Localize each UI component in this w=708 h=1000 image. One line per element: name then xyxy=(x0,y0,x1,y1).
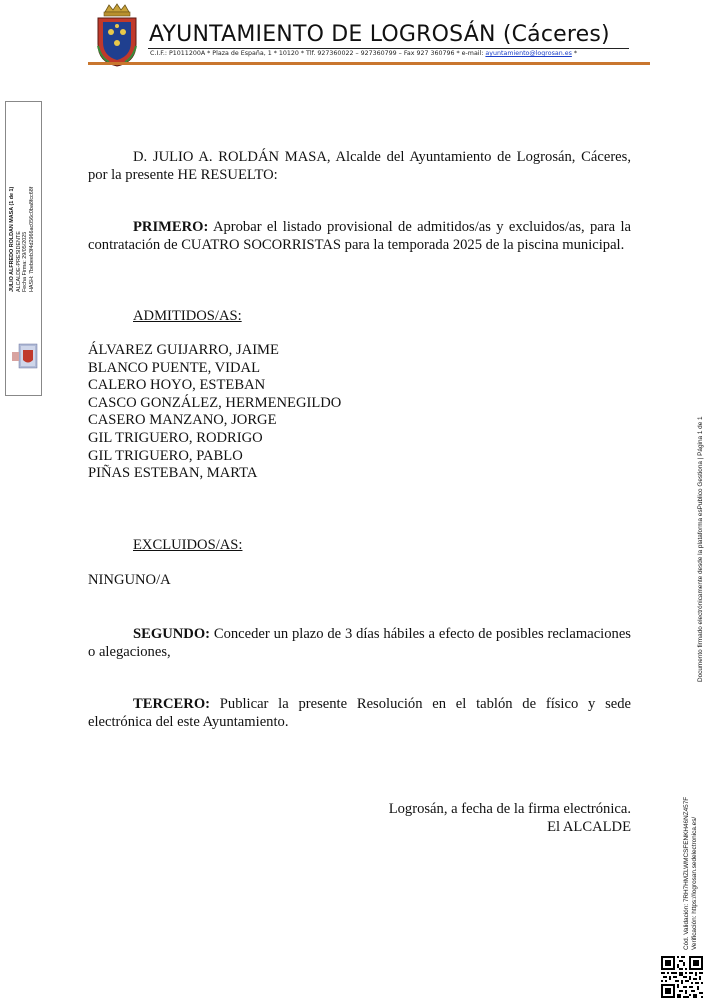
excluidos-value: NINGUNO/A xyxy=(88,572,171,588)
header-contact-text: C.I.F.: P1011200A * Plaza de España, 1 * 10120 * Tlf. 927360022 – 927360799 – Fax 927 360796 * e-mail: xyxy=(150,50,486,57)
closing-place-date: Logrosán, a fecha de la firma electrónica. xyxy=(388,801,631,817)
intro-paragraph xyxy=(88,149,631,184)
header-title: AYUNTAMIENTO DE LOGROSÁN (Cáceres) xyxy=(149,22,610,47)
list-item: GIL TRIGUERO, RODRIGO xyxy=(88,429,263,446)
list-item: GIL TRIGUERO, PABLO xyxy=(88,447,243,464)
signature-date: Fecha Firma: 29/05/2025 xyxy=(22,231,29,292)
verification-url[interactable]: Verificación: https://logrosan.sedelectronica.es/ xyxy=(691,816,698,950)
signature-seal-icon xyxy=(11,342,38,370)
signer-role: ALCALDE-PRESIDENTE xyxy=(15,231,22,292)
header-rule xyxy=(148,48,629,49)
primero-label: PRIMERO: xyxy=(133,219,209,235)
list-item: CALERO HOYO, ESTEBAN xyxy=(88,377,266,394)
list-item: CASERO MANZANO, JORGE xyxy=(88,412,277,429)
tercero-text: Publicar la presente Resolución en el tablón de físico y sede electrónica del este Ayuntamiento. xyxy=(88,696,631,730)
list-item: ÁLVAREZ GUIJARRO, JAIME xyxy=(88,342,279,358)
tercero-label: TERCERO: xyxy=(133,696,211,712)
admitidos-heading: ADMITIDOS/AS: xyxy=(133,308,242,324)
header-contact-line xyxy=(150,50,577,57)
closing-block xyxy=(389,801,631,836)
header-contact-end: * xyxy=(571,50,578,57)
validation-code: Cód. Validación: 7RH7HMZLWMCSFENKH46NZ457F xyxy=(683,796,690,950)
primero-paragraph xyxy=(88,219,631,254)
segundo-text: Conceder un plazo de 3 días hábiles a efecto de posibles reclamaciones o alegaciones, xyxy=(88,626,631,660)
municipal-crest-logo xyxy=(95,2,139,68)
segundo-label: SEGUNDO: xyxy=(133,626,211,642)
intro-text: D. JULIO A. ROLDÁN MASA, Alcalde del Ayuntamiento de Logrosán, Cáceres, por la presente HE RESUELTO: xyxy=(88,149,631,183)
validation-footer: Documento firmado electrónicamente desde la plataforma esPublico Gestiona | Página 1 de 1 xyxy=(697,416,704,682)
signature-hash: HASH: 7bebeeb3f4d2966ac056c0ba8fcc68f xyxy=(28,186,35,292)
primero-text: Aprobar el listado provisional de admitidos/as y excluidos/as, para la contratación de CUATRO SOCORRISTAS para la temporada 2025 de la piscina municipal. xyxy=(88,219,631,253)
list-item: BLANCO PUENTE, VIDAL xyxy=(88,359,261,376)
closing-signatory: El ALCALDE xyxy=(547,818,631,835)
segundo-paragraph xyxy=(88,626,631,661)
admitidos-list xyxy=(88,342,341,483)
signature-stamp xyxy=(5,101,42,396)
header-email-link[interactable]: ayuntamiento@logrosan.es xyxy=(485,50,572,57)
excluidos-heading: EXCLUIDOS/AS: xyxy=(133,537,243,553)
signer-name: JULIO ALFREDO ROLDAN MASA (1 de 1) xyxy=(9,186,15,292)
qr-code-icon xyxy=(661,956,703,998)
tercero-paragraph xyxy=(88,696,631,731)
list-item: CASCO GONZÁLEZ, HERMENEGILDO xyxy=(88,394,342,411)
header-divider xyxy=(88,62,650,65)
list-item: PIÑAS ESTEBAN, MARTA xyxy=(88,465,258,482)
signature-text xyxy=(9,102,35,292)
